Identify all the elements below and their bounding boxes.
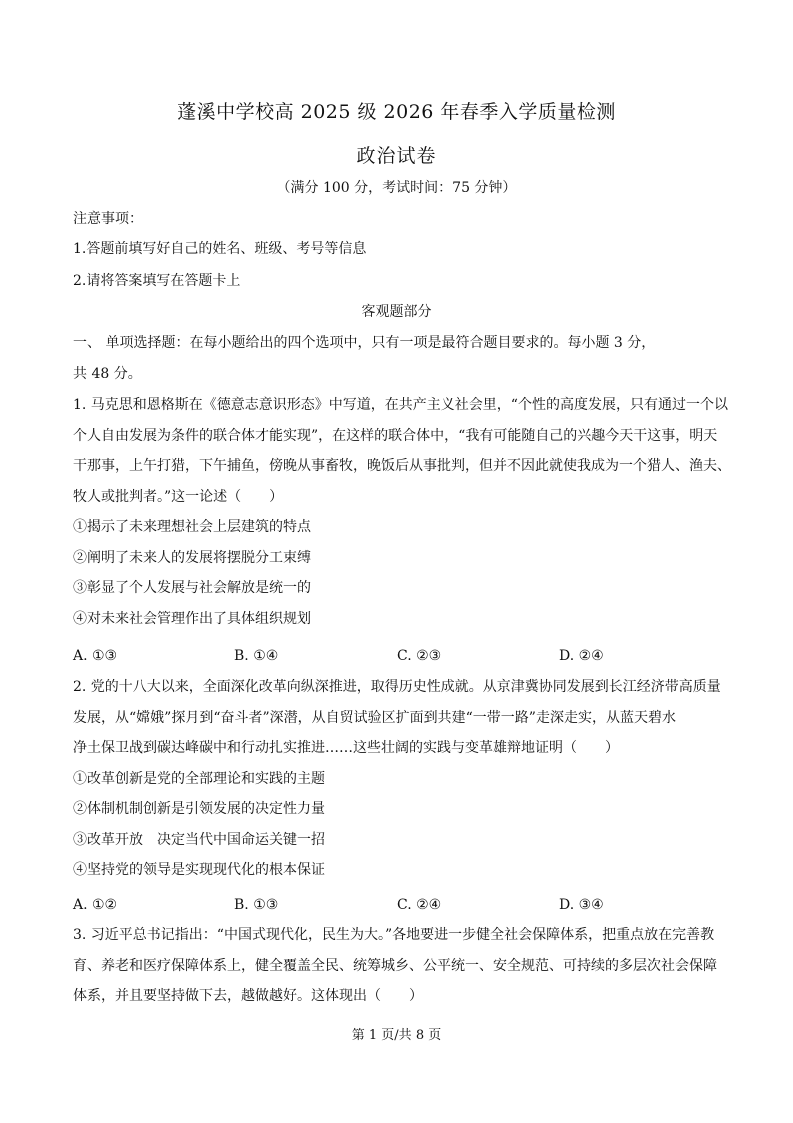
stem-line: 干那事，上午打猎，下午捕鱼，傍晚从事畜牧，晚饭后从事批判，但并不因此就使我成为一个猎人、渔夫、 [73,458,731,474]
exam-info: （满分 100 分，考试时间：75 分钟） [276,180,517,196]
stem-line: 1. 马克思和恩格斯在《德意志意识形态》中写道，在共产主义社会里，“个性的高度发展，只有通过一个以 [73,397,728,413]
option-c[interactable]: C. ②③ [397,648,442,664]
stem-line: 发展，从“嫦娥”探月到“奋斗者”深潜，从自贸试验区扩面到共建“一带一路”走深走实，从蓝天碧水 [73,709,676,726]
statement: ③彰显了个人发展与社会解放是统一的 [73,580,311,596]
note-item: 2.请将答案填写在答题卡上 [73,273,241,289]
option-a[interactable]: A. ①③ [73,648,118,664]
question-3-stem [73,920,723,1012]
question-2-stem [73,672,723,886]
option-d[interactable]: D. ②④ [559,648,604,664]
stem-line: 体系，并且要坚持做下去，越做越好。这体现出（ ） [73,988,423,1004]
stem-line: 个人自由发展为条件的联合体才能实现”，在这样的联合体中，“我有可能随自己的兴趣今天干这事，明天 [73,427,718,444]
statement: ①揭示了未来理想社会上层建筑的特点 [73,519,311,535]
subject-title: 政治试卷 [356,145,437,167]
option-b[interactable]: B. ①④ [234,648,279,664]
statement: ①改革创新是党的全部理论和实践的主题 [73,770,325,787]
instruction-line: 一、 单项选择题：在每小题给出的四个选项中，只有一项是最符合题目要求的。每小题 3 分， [73,335,656,351]
statement: ④坚持党的领导是实现现代化的根本保证 [73,862,325,878]
question-1-stem [73,390,731,634]
section-instruction [73,328,723,389]
page-number: 第 1 页/共 8 页 [351,1028,442,1043]
note-item: 1.答题前填写好自己的姓名、班级、考号等信息 [73,241,367,257]
stem-line: 净土保卫战到碳达峰碳中和行动扎实推进……这些壮阔的实践与变革雄辩地证明（ ） [73,740,619,756]
option-c[interactable]: C. ②④ [397,897,442,913]
statement: ④对未来社会管理作出了具体组织规划 [73,610,311,627]
statement: ③改革开放 决定当代中国命运关键一招 [73,831,325,848]
question-2-options [73,897,723,917]
statement: ②体制机制创新是引领发展的决定性力量 [73,801,325,817]
option-d[interactable]: D. ③④ [559,897,604,913]
exam-title: 蓬溪中学校高 2025 级 2026 年春季入学质量检测 [177,101,616,123]
stem-line: 育、养老和医疗保障体系上，健全覆盖全民、统筹城乡、公平统一、安全规范、可持续的多层次社会保障 [73,957,717,974]
notes-heading: 注意事项： [73,211,143,227]
question-1-options [73,648,723,668]
option-b[interactable]: B. ①③ [234,897,279,913]
option-a[interactable]: A. ①② [73,897,118,913]
stem-line: 2. 党的十八大以来，全面深化改革向纵深推进，取得历史性成就。从京津冀协同发展到长江经济带高质量 [73,679,721,695]
section-title: 客观题部分 [361,304,432,320]
stem-line: 牧人或批判者。”这一论述（ ） [73,488,284,505]
statement: ②阐明了未来人的发展将摆脱分工束缚 [73,549,311,566]
instruction-line: 共 48 分。 [73,365,142,382]
stem-line: 3. 习近平总书记指出：“中国式现代化，民生为大。”各地要进一步健全社会保障体系，把重点放在完善教 [73,927,715,943]
